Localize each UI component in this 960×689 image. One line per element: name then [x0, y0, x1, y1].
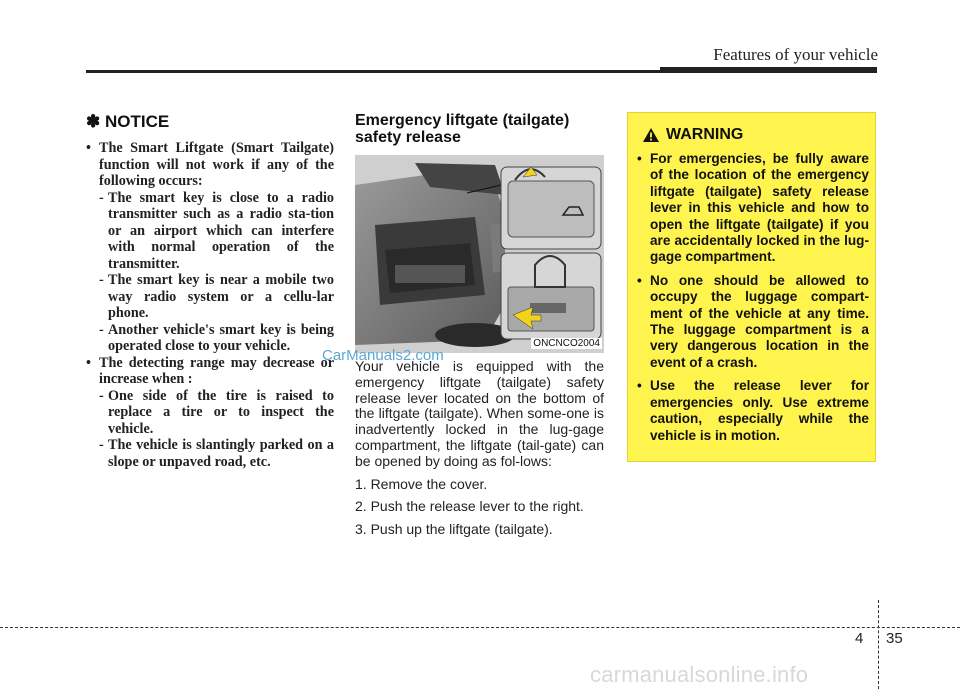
- notice-bullet-text: The detecting range may decrease or increase when :: [99, 354, 334, 387]
- notice-sub-item: - One side of the tire is raised to replace a tire or to inspect the vehicle.: [99, 387, 334, 437]
- release-section: [355, 112, 604, 538]
- liftgate-illustration: [355, 155, 604, 353]
- page-header-title: Features of your vehicle: [713, 45, 878, 64]
- section-body: Your vehicle is equipped with the emergency liftgate (tailgate) safety release lever located on the bottom of the liftgate (tailgate). When some-one is inadvertently locked in the lug-gage compartment, the liftgate (tail-gate) can be opened by doing as fol-lows:: [355, 358, 604, 469]
- section-number: 4: [855, 630, 864, 647]
- warning-box: [627, 112, 876, 462]
- notice-heading: [86, 112, 334, 132]
- watermark-site: CarManuals2.com: [322, 347, 444, 364]
- header-rule: [86, 70, 666, 73]
- photo-caption: ONCNCO2004: [533, 338, 600, 349]
- warning-item-text: Use the release lever for emergencies only. Use extreme caution, especially while the vehicle is in motion.: [650, 378, 869, 443]
- warning-list: [637, 151, 869, 451]
- bullet-mark: •: [86, 140, 91, 156]
- footer-divider: [878, 600, 879, 689]
- notice-bullet-text: The Smart Liftgate (Smart Tailgate) function will not work if any of the following occurs:: [99, 140, 334, 189]
- notice-sub-text: One side of the tire is raised to replace a tire or to inspect the vehicle.: [108, 387, 334, 437]
- warning-item-text: For emergencies, be fully aware of the location of the emergency liftgate (tailgate) safety release lever in this vehicle and how to open the liftgate (tailgate) if you are accidentally locked in the lug-gage compartment.: [650, 151, 869, 265]
- notice-sub-text: Another vehicle's smart key is being operated close to your vehicle.: [108, 321, 334, 354]
- liftgate-photo: [355, 155, 604, 353]
- bullet-mark: •: [637, 378, 642, 394]
- warning-item: [637, 273, 869, 371]
- notice-sub-text: The vehicle is slantingly parked on a slope or unpaved road, etc.: [108, 437, 334, 470]
- warning-item-text: No one should be allowed to occupy the luggage compart-ment of the vehicle at any time. The luggage compartment is a very dangerous location in the event of a crash.: [650, 272, 869, 370]
- page-number: 35: [886, 630, 903, 647]
- section-title: [355, 112, 604, 146]
- warning-title: WARNING: [666, 126, 744, 143]
- section-title-line: safety release: [355, 129, 461, 146]
- notice-sub-item: - The vehicle is slantingly parked on a slope or unpaved road, etc.: [99, 437, 334, 470]
- notice-sub-item: - The smart key is near a mobile two way radio system or a cellu-lar phone.: [99, 272, 334, 321]
- notice-title-text: NOTICE: [104, 112, 170, 131]
- watermark-bottom: carmanualsonline.info: [590, 662, 809, 687]
- notice-sub-item: - The smart key is close to a radio transmitter such as a radio sta-tion or an airport which can interfere with normal operation of the transmitter.: [99, 189, 334, 272]
- notice-sub-text: The smart key is close to a radio transmitter such as a radio sta-tion or an airport which can interfere with normal operation of the transmitter.: [108, 189, 334, 272]
- notice-bullet: [86, 355, 334, 388]
- header-rule-thick: [660, 67, 877, 73]
- bullet-mark: •: [86, 354, 91, 371]
- section-title-line: Emergency liftgate (tailgate): [355, 112, 570, 129]
- footer-rule: [0, 627, 960, 628]
- notice-star-icon: ✽: [86, 112, 105, 131]
- warning-item: [637, 151, 869, 266]
- notice-sub-item: - Another vehicle's smart key is being operated close to your vehicle.: [99, 321, 334, 354]
- bullet-mark: •: [637, 151, 642, 166]
- step-item: 1. Remove the cover.: [355, 475, 488, 492]
- warning-header: [642, 125, 743, 145]
- warning-triangle-icon: [642, 127, 660, 143]
- step-item: 2. Push the release lever to the right.: [355, 498, 584, 515]
- bullet-mark: •: [637, 272, 642, 288]
- notice-bullet: [86, 140, 334, 190]
- warning-item: [637, 378, 869, 444]
- notice-sub-text: The smart key is near a mobile two way radio system or a cellu-lar phone.: [108, 272, 334, 321]
- notice-section: [86, 112, 334, 470]
- step-item: 3. Push up the liftgate (tailgate).: [355, 521, 553, 538]
